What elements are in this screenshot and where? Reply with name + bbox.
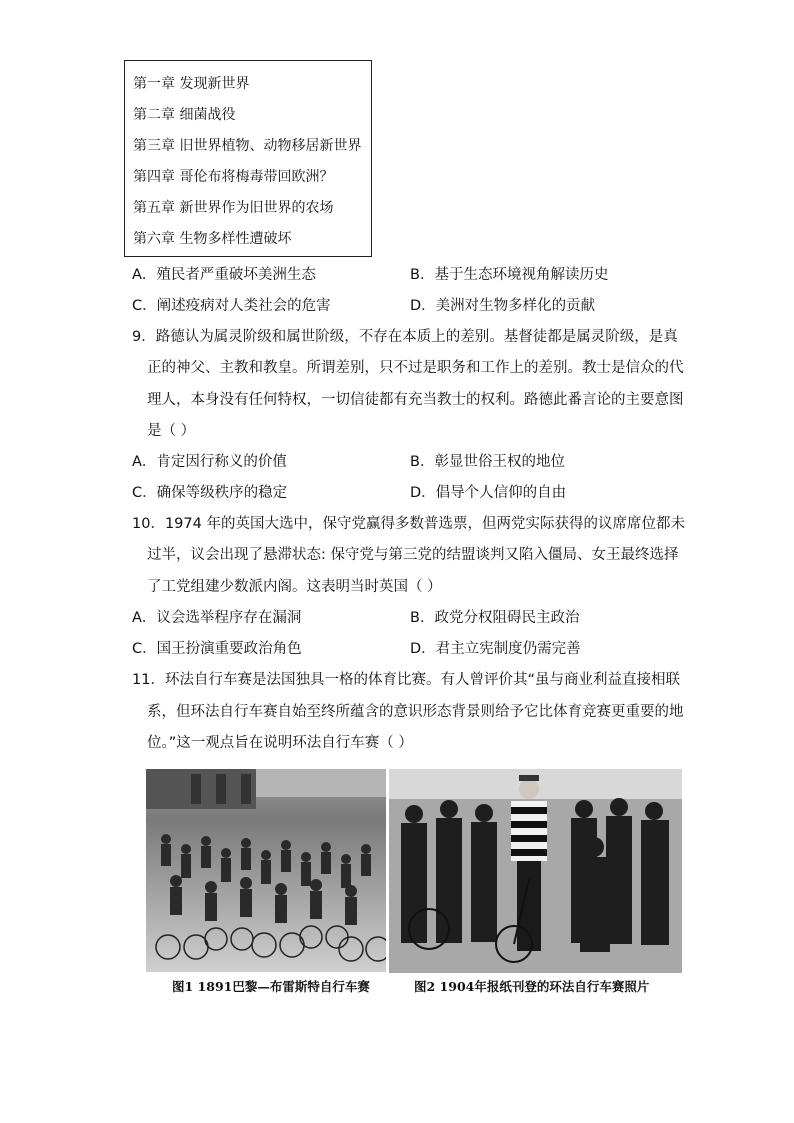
q8-option-b[interactable]: B．基于生态环境视角解读历史	[410, 267, 609, 283]
q11-stem-line-1: 11．环法自行车赛是法国独具一格的体育比赛。有人曾评价其“虽与商业利益直接相联	[132, 672, 680, 688]
q10-stem-line-2: 过半，议会出现了悬滞状态: 保守党与第三党的结盟谈判又陷入僵局、女王最终选择	[147, 547, 679, 563]
q10-option-b[interactable]: B．政党分权阻碍民主政治	[410, 610, 580, 626]
chapter-3: 第三章 旧世界植物、动物移居新世界	[133, 138, 362, 154]
figure-2-photo	[389, 769, 682, 973]
chapter-1: 第一章 发现新世界	[133, 76, 250, 92]
chapter-6: 第六章 生物多样性遭破坏	[133, 231, 292, 247]
figure-1-photo	[146, 769, 386, 972]
q10-stem-line-3: 了工党组建少数派内阁。这表明当时英国（ ）	[147, 579, 442, 595]
q11-stem-line-3: 位。”这一观点旨在说明环法自行车赛（ ）	[147, 735, 413, 751]
chapter-list-box	[124, 60, 372, 257]
q10-stem-line-1: 10．1974 年的英国大选中，保守党赢得多数普选票，但两党实际获得的议席席位都未	[132, 516, 685, 532]
q11-stem-line-2: 系，但环法自行车赛自始至终所蕴含的意识形态背景则给予它比体育竞赛更重要的地	[147, 704, 684, 720]
q10-option-a[interactable]: A．议会选举程序存在漏洞	[132, 610, 302, 626]
chapter-5: 第五章 新世界作为旧世界的农场	[133, 200, 334, 216]
q10-option-c[interactable]: C．国王扮演重要政治角色	[132, 641, 302, 657]
q9-stem-line-1: 9．路德认为属灵阶级和属世阶级，不存在本质上的差别。基督徒都是属灵阶级，是真	[132, 329, 678, 345]
q10-option-d[interactable]: D．君主立宪制度仍需完善	[410, 641, 581, 657]
q8-option-c[interactable]: C．阐述疫病对人类社会的危害	[132, 298, 331, 314]
q9-option-c[interactable]: C．确保等级秩序的稳定	[132, 485, 288, 501]
q9-option-d[interactable]: D．倡导个人信仰的自由	[410, 485, 567, 501]
q9-stem-line-3: 理人，本身没有任何特权，一切信徒都有充当教士的权利。路德此番言论的主要意图	[147, 392, 684, 408]
q9-stem-line-4: 是（ ）	[147, 423, 196, 439]
q9-stem-line-2: 正的神父、主教和教皇。所谓差别，只不过是职务和工作上的差别。教士是信众的代	[147, 360, 684, 376]
figure-1-caption: 图1 1891巴黎—布雷斯特自行车赛	[172, 979, 370, 994]
q9-option-a[interactable]: A．肯定因行称义的价值	[132, 454, 287, 470]
chapter-4: 第四章 哥伦布将梅毒带回欧洲？	[133, 169, 334, 185]
figure-2-caption: 图2 1904年报纸刊登的环法自行车赛照片	[414, 979, 650, 994]
q8-option-d[interactable]: D．美洲对生物多样化的贡献	[410, 298, 596, 314]
q9-option-b[interactable]: B．彰显世俗王权的地位	[410, 454, 565, 470]
chapter-2: 第二章 细菌战役	[133, 107, 236, 123]
q8-option-a[interactable]: A．殖民者严重破坏美洲生态	[132, 267, 316, 283]
